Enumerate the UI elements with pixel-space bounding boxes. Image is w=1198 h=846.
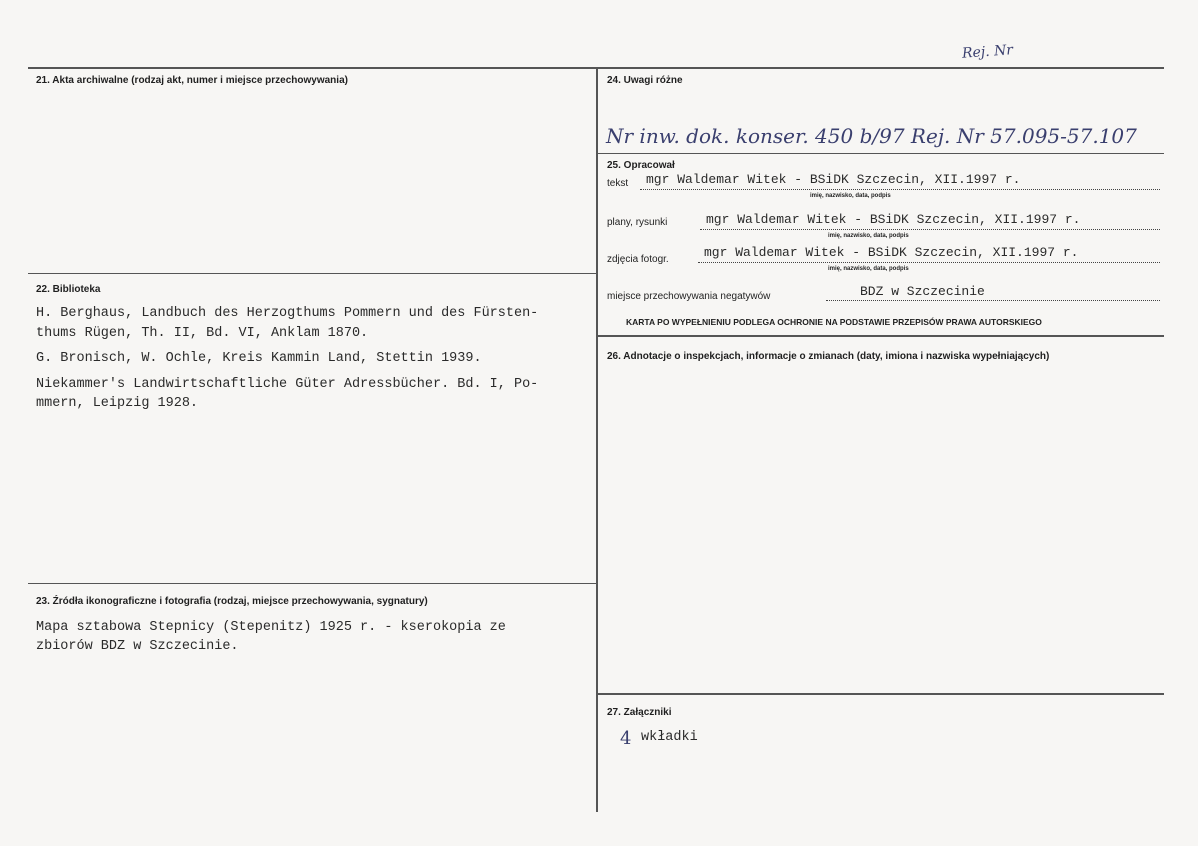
copyright-notice: KARTA PO WYPEŁNIENIU PODLEGA OCHRONIE NA PODSTAWIE PRZEPISÓW PRAWA AUTORSKIEGO bbox=[626, 317, 1042, 327]
tekst-value: mgr Waldemar Witek - BSiDK Szczecin, XII.1997 r. bbox=[646, 172, 1021, 187]
negatywy-line bbox=[826, 300, 1160, 301]
tekst-label: tekst bbox=[607, 178, 629, 189]
plany-caption: imię, nazwisko, data, podpis bbox=[828, 233, 909, 239]
section-22-label: 22. Biblioteka bbox=[36, 284, 101, 295]
zdjecia-caption: imię, nazwisko, data, podpis bbox=[828, 266, 909, 272]
bibliography-line: thums Rügen, Th. II, Bd. VI, Anklam 1870. bbox=[36, 326, 369, 341]
attachments-count: 4 bbox=[620, 728, 632, 749]
rule-22-23 bbox=[28, 583, 598, 584]
inventory-handwriting: Nr inw. dok. konser. 450 b/97 Rej. Nr 57.095-57.107 bbox=[606, 124, 1137, 148]
plany-line bbox=[700, 229, 1160, 230]
bibliography-line: mmern, Leipzig 1928. bbox=[36, 396, 199, 411]
section-26-label: 26. Adnotacje o inspekcjach, informacje o zmianach (daty, imiona i nazwiska wypełniających) bbox=[607, 351, 1050, 362]
iconography-line: zbiorów BDZ w Szczecinie. bbox=[36, 639, 239, 654]
negatywy-value: BDZ w Szczecinie bbox=[860, 284, 985, 299]
attachments-value: wkładki bbox=[641, 730, 698, 745]
section-21-label: 21. Akta archiwalne (rodzaj akt, numer i miejsce przechowywania) bbox=[36, 75, 348, 86]
iconography-line: Mapa sztabowa Stepnicy (Stepenitz) 1925 r. - kserokopia ze bbox=[36, 620, 506, 635]
zdjecia-value: mgr Waldemar Witek - BSiDK Szczecin, XII.1997 r. bbox=[704, 245, 1079, 260]
bibliography-line: Niekammer's Landwirtschaftliche Güter Adressbücher. Bd. I, Po- bbox=[36, 377, 539, 392]
bibliography-line: H. Berghaus, Landbuch des Herzogthums Pommern und des Fürsten- bbox=[36, 306, 539, 321]
rule-24-25 bbox=[598, 153, 1164, 154]
zdjecia-line bbox=[698, 262, 1160, 263]
rule-21-22 bbox=[28, 273, 598, 274]
section-23-label: 23. Źródła ikonograficzne i fotografia (rodzaj, miejsce przechowywania, sygnatury) bbox=[36, 596, 428, 607]
tekst-line bbox=[640, 189, 1160, 190]
tekst-caption: imię, nazwisko, data, podpis bbox=[810, 193, 891, 199]
section-27-label: 27. Załączniki bbox=[607, 707, 672, 718]
negatywy-label: miejsce przechowywania negatywów bbox=[607, 291, 771, 302]
rule-25-26 bbox=[598, 335, 1164, 337]
section-24-label: 24. Uwagi różne bbox=[607, 75, 683, 86]
center-divider bbox=[596, 67, 598, 812]
plany-value: mgr Waldemar Witek - BSiDK Szczecin, XII.1997 r. bbox=[706, 212, 1081, 227]
section-25-label: 25. Opracował bbox=[607, 160, 675, 171]
rule-26-27 bbox=[598, 693, 1164, 695]
plany-label: plany, rysunki bbox=[607, 217, 668, 228]
corner-register-note: Rej. Nr bbox=[961, 42, 1014, 62]
zdjecia-label: zdjęcia fotogr. bbox=[607, 254, 669, 265]
bibliography-line: G. Bronisch, W. Ochle, Kreis Kammin Land, Stettin 1939. bbox=[36, 351, 482, 366]
